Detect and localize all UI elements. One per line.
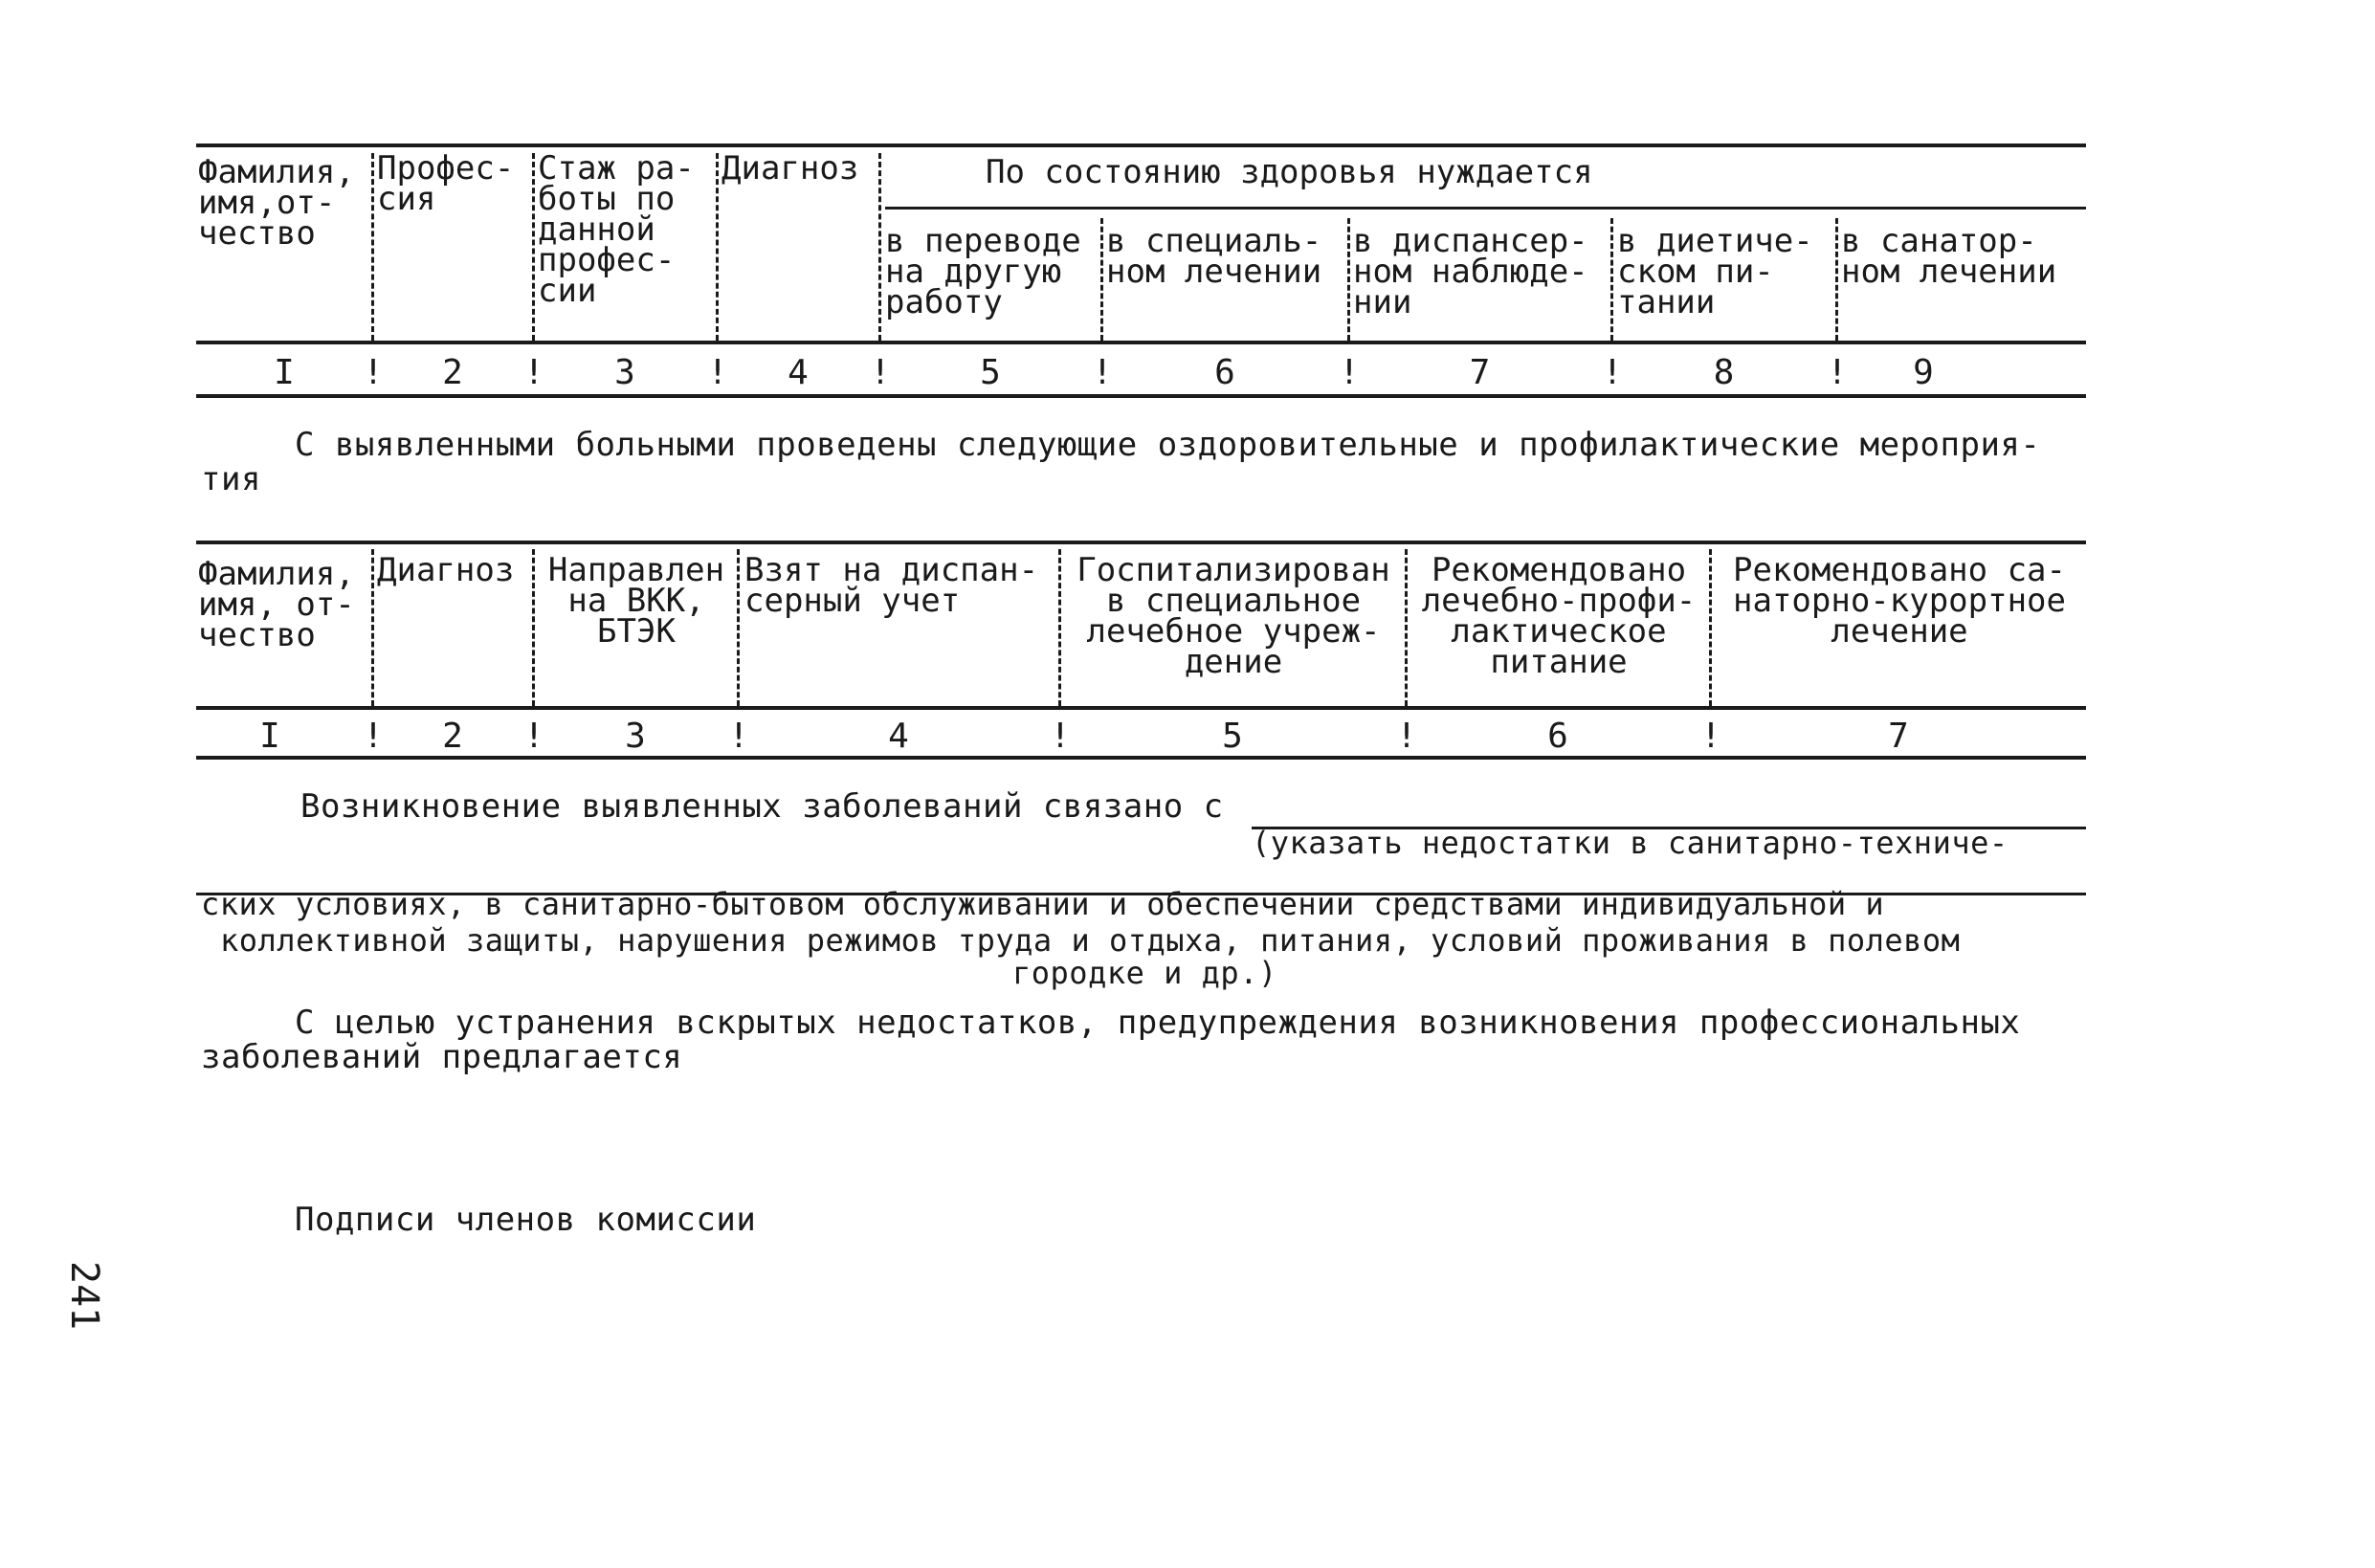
table2-header-bottom-rule xyxy=(196,706,2086,710)
table1-col-number: 2 xyxy=(442,353,463,392)
table2-header-hospitalized: Госпитализирован в специальное лечебное учреж- дение xyxy=(1077,551,1390,681)
table2-top-rule xyxy=(196,541,2086,544)
table2-number-divider: ! xyxy=(523,717,544,756)
page-number: 241 xyxy=(62,1261,106,1331)
paragraph1-line2: тия xyxy=(201,460,261,498)
table2-header-referred: Направлен на ВКК, БТЭК xyxy=(547,551,725,651)
table1-separator xyxy=(1610,218,1613,341)
table2-separator xyxy=(1405,549,1408,706)
table1-header-transfer: в переводе на другую работу xyxy=(885,222,1081,321)
table1-number-divider: ! xyxy=(363,353,384,392)
table1-number-divider: ! xyxy=(1827,353,1848,392)
paragraph1-line1: С выявленными больными проведены следующие оздоровительные и профилактические мероприя- xyxy=(295,426,2041,464)
table1-col-number: 9 xyxy=(1913,353,1934,392)
table2-separator xyxy=(1709,549,1712,706)
table2-col-number: 2 xyxy=(442,717,463,756)
table1-col-number: 7 xyxy=(1469,353,1491,392)
paragraph3-line2: заболеваний предлагается xyxy=(201,1038,683,1076)
table2-number-divider: ! xyxy=(728,717,749,756)
table1-separator xyxy=(1835,218,1838,341)
table2-number-divider: ! xyxy=(363,717,384,756)
table1-separator xyxy=(878,153,881,341)
table1-header-diagnosis: Диагноз xyxy=(721,149,859,188)
paragraph2-lead: Возникновение выявленных заболеваний связано с xyxy=(300,787,1224,826)
table2-number-divider: ! xyxy=(1396,717,1417,756)
table1-separator xyxy=(1100,218,1103,341)
table1-header-bottom-rule xyxy=(196,341,2086,344)
table1-separator xyxy=(1347,218,1350,341)
table2-col-number: I xyxy=(259,717,280,756)
table2-separator xyxy=(1058,549,1061,706)
table2-header-nutrition: Рекомендовано лечебно-профи- лактическое питание xyxy=(1421,551,1697,681)
table2-header-sanatorium: Рекомендовано са- наторно-курортное лечение xyxy=(1733,551,2066,651)
table2-col-number: 5 xyxy=(1222,717,1243,756)
table1-header-experience: Стаж ра- боты по данной профес- сии xyxy=(538,149,695,310)
paragraph3-line1: С целью устранения вскрытых недостатков, предупреждения возникновения профессиональных xyxy=(295,1004,2021,1042)
table2-col-number: 7 xyxy=(1888,717,1909,756)
table1-col-number: 8 xyxy=(1713,353,1735,392)
table1-number-divider: ! xyxy=(1092,353,1113,392)
table1-header-dispensary: в диспансер- ном наблюде- нии xyxy=(1353,222,1588,321)
table1-header-fio: Фамилия, имя,от- чество xyxy=(198,153,355,253)
table2-col-number: 4 xyxy=(888,717,909,756)
table2-header-diagnosis: Диагноз xyxy=(377,551,515,589)
table1-col-number: 5 xyxy=(980,353,1001,392)
table1-number-divider: ! xyxy=(1339,353,1360,392)
table1-col-number: 4 xyxy=(788,353,809,392)
table1-separator xyxy=(716,153,719,341)
signatures-label: Подписи членов комиссии xyxy=(295,1201,757,1239)
table1-header-special-treatment: в специаль- ном лечении xyxy=(1106,222,1322,291)
table2-header-fio: Фамилия, имя, от- чество xyxy=(198,555,355,654)
table2-number-divider: ! xyxy=(1050,717,1071,756)
table1-col-number: 3 xyxy=(614,353,635,392)
table1-col-number: I xyxy=(274,353,295,392)
table1-number-divider: ! xyxy=(523,353,544,392)
table2-separator xyxy=(371,549,374,706)
paragraph2-hint2: ских условиях, в санитарно-бытовом обслуживании и обеспечении средствами индивидуальной и xyxy=(201,886,1885,922)
table2-number-divider: ! xyxy=(1700,717,1721,756)
table1-header-diet: в диетиче- ском пи- тании xyxy=(1617,222,1813,321)
table1-group-rule xyxy=(885,207,2086,210)
paragraph2-hint1: (указать недостатки в санитарно-техниче- xyxy=(1252,825,2009,861)
table1-bottom-rule xyxy=(196,394,2086,398)
table1-header-group: По состоянию здоровья нуждается xyxy=(986,153,1593,191)
paragraph2-hint4: городке и др.) xyxy=(1012,955,1277,991)
table1-number-divider: ! xyxy=(870,353,891,392)
table1-header-sanatorium: в санатор- ном лечении xyxy=(1841,222,2057,291)
paragraph2-hint3: коллективной защиты, нарушения режимов труда и отдыха, питания, условий проживания в полевом xyxy=(220,922,1961,959)
table1-header-profession: Профес- сия xyxy=(377,149,515,218)
table2-col-number: 6 xyxy=(1547,717,1568,756)
table1-number-divider: ! xyxy=(707,353,728,392)
table1-separator xyxy=(532,153,535,341)
table2-header-dispensary: Взят на диспан- серный учет xyxy=(744,551,1039,620)
table2-separator xyxy=(532,549,535,706)
table1-number-divider: ! xyxy=(1602,353,1623,392)
table1-top-rule xyxy=(196,144,2086,147)
table2-col-number: 3 xyxy=(625,717,646,756)
table1-separator xyxy=(371,153,374,341)
table2-separator xyxy=(737,549,740,706)
table1-col-number: 6 xyxy=(1214,353,1235,392)
table2-bottom-rule xyxy=(196,756,2086,760)
